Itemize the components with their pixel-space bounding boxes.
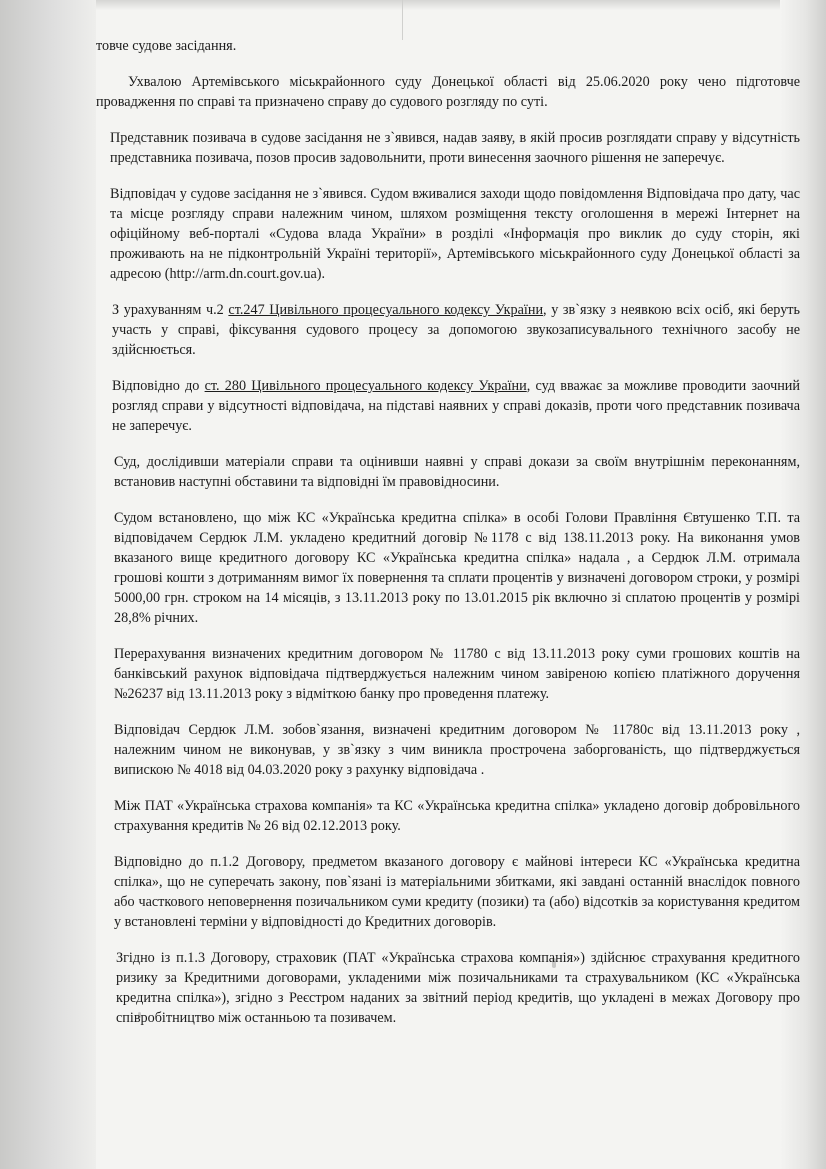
paragraph-defendant-obligations: Відповідач Сердюк Л.М. зобов`язання, визначені кредитним договором № 11780с від 13.11.2013 року , належним чином не виконував, у зв`язку з чим виникла прострочена заборгованість, що підтверджується випискою № 4018 від 04.03.2020 року з рахунку відповідача . (114, 722, 800, 778)
paragraph-intro-fragment: товче судове засідання. (96, 38, 237, 54)
scan-shadow-top (96, 0, 780, 10)
paragraph-funds-transfer: Перерахування визначених кредитним договором № 11780 с від 13.11.2013 року суми грошових коштів на банківський рахунок відповідача підтверджується належним чином завіреною копією платіжного доручення №26237 від 13.11.2013 року з відміткою банку про проведення платежу. (114, 646, 800, 702)
law-link-article-280[interactable]: ст. 280 Цивільного процесуального кодексу України (204, 378, 527, 394)
paragraph-ruling-date: Ухвалою Артемівського міськрайонного суду Донецької області від 25.06.2020 року чено підготовче провадження по справі та призначено справу до судового розгляду по суті. (96, 74, 800, 110)
paragraph-article-280: Відповідно до ст. 280 Цивільного процесуального кодексу України, суд вважає за можливе проводити заочний розгляд справи у відсутності відповідача, на підставі наявних у справі доказів, проти чого представник позивача не заперечує. (112, 378, 800, 434)
scan-fold-mark (402, 0, 403, 40)
paragraph-defendant-notice: Відповідач у судове засідання не з`явився. Судом вживалися заходи щодо повідомлення Відповідача про дату, час та місце розгляду справи належним чином, шляхом розміщення тексту оголошення в мережі Інтернет на офіційному веб-порталі «Судова влада України» в розділі «Інформація про виклик до суду сторін, які проживають на не підконтрольній Україні території», Артемівського міськрайонного суду Донецької області за адресою (http://arm.dn.court.gov.ua). (110, 186, 800, 282)
document-page (96, 36, 800, 1028)
paragraph-clause-1-2: Відповідно до п.1.2 Договору, предметом вказаного договору є майнові інтереси КС «Українська кредитна спілка», що не суперечать закону, пов`язані із матеріальними збитками, які завдані останній внаслідок повного або часткового неповернення позичальником суми кредиту (позики) та (або) відсотків за користування кредитом у встановлені терміни у відповідності до Кредитних договорів. (114, 854, 800, 930)
paragraph-credit-agreement: Судом встановлено, що між КС «Українська кредитна спілка» в особі Голови Правління Євтушенко Т.П. та відповідачем Сердюк Л.М. укладено кредитний договір №1178 с від 138.11.2013 року. На виконання умов вказаного вище кредитного договору КС «Українська кредитна спілка» надала , а Сердюк Л.М. отримала грошові кошти з дотриманням вимог їх повернення та сплати процентів у визначені договором строки, у розмірі 5000,00 грн. строком на 14 місяців, з 13.11.2013 року по 13.01.2015 рік включно зі сплатою процентів у розмірі 28,8% річних. (114, 510, 800, 626)
paragraph-article-247: З урахуванням ч.2 ст.247 Цивільного процесуального кодексу України, у зв`язку з неявкою всіх осіб, які беруть участь у справі, фіксування судового процесу за допомогою звукозаписувального технічного засобу не здійснюється. (112, 302, 800, 358)
scan-shadow-left (0, 0, 96, 1169)
paragraph-insurance-agreement: Між ПАТ «Українська страхова компанія» та КС «Українська кредитна спілка» укладено договір добровільного страхування кредитів № 26 від 02.12.2013 року. (114, 798, 800, 834)
law-link-article-247[interactable]: ст.247 Цивільного процесуального кодексу України (228, 302, 544, 318)
paragraph-clause-1-3: Згідно із п.1.3 Договору, страховик (ПАТ «Українська страхова компанія») здійснює страхування кредитного ризику за Кредитними договорами, укладеними між позичальниками та страхувальником (КС «Українська кредитна спілка»), згідно з Реєстром наданих за звітний період кредитів, що укладені в межах Договору про співробітництво між останньою та позивачем. (116, 950, 800, 1026)
paragraph-plaintiff-representative: Представник позивача в судове засідання не з`явився, надав заяву, в якій просив розглядати справу у відсутність представника позивача, позов просив задовольнити, проти винесення заочного рішення не заперечує. (110, 130, 800, 166)
paragraph-court-findings: Суд, дослідивши матеріали справи та оцінивши наявні у справі докази за своїм внутрішнім переконанням, встановив наступні обставини та відповідні їм правовідносини. (114, 454, 800, 490)
